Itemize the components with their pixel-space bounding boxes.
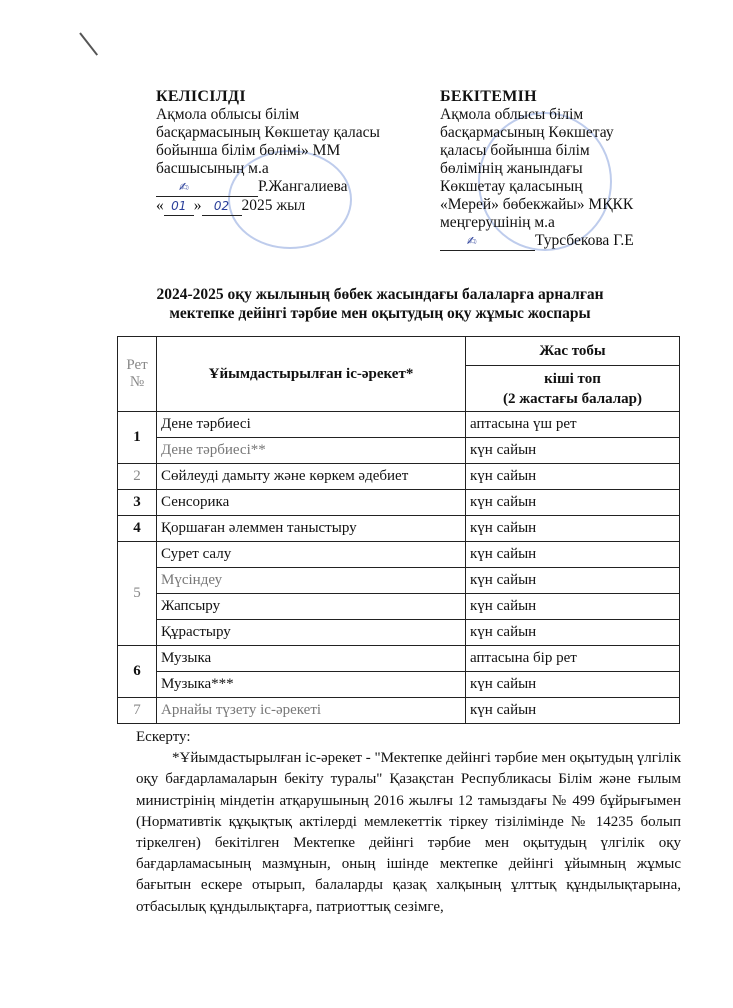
table-row: [118, 646, 680, 672]
row-frequency: аптасына үш рет: [466, 412, 680, 438]
row-number: 6: [118, 646, 157, 698]
row-activity: Қоршаған әлеммен таныстыру: [157, 516, 466, 542]
document-title: [80, 285, 680, 323]
row-activity: Дене тәрбиесі**: [157, 438, 466, 464]
row-number: 4: [118, 516, 157, 542]
approved-signature-line: [440, 232, 700, 251]
row-activity: Музыка: [157, 646, 466, 672]
approved-heading: БЕКІТЕМІН: [440, 88, 537, 105]
table-row: [118, 594, 680, 620]
row-frequency: күн сайын: [466, 542, 680, 568]
row-activity: Жапсыру: [157, 594, 466, 620]
row-activity: Арнайы түзету іс-әрекеті: [157, 698, 466, 724]
row-frequency: күн сайын: [466, 464, 680, 490]
approved-line: қаласы бойынша білім: [440, 142, 590, 159]
row-number: 1: [118, 412, 157, 464]
row-activity: Мүсіндеу: [157, 568, 466, 594]
approved-line: бөлімінің жанындағы: [440, 160, 583, 177]
table-row: [118, 542, 680, 568]
row-frequency: күн сайын: [466, 698, 680, 724]
row-frequency: күн сайын: [466, 568, 680, 594]
row-activity: Музыка***: [157, 672, 466, 698]
approved-line: Ақмола облысы білім: [440, 106, 584, 123]
approved-signer-name: Турсбекова Г.Е: [535, 232, 634, 249]
agreed-line: басқармасының Көкшетау қаласы: [156, 124, 380, 141]
header-age-group: Жас тобы: [466, 337, 680, 366]
signature-mark: ✍: [440, 234, 477, 248]
row-frequency: күн сайын: [466, 672, 680, 698]
row-number: 7: [118, 698, 157, 724]
approved-line: Көкшетау қаласының: [440, 178, 583, 195]
table-row: [118, 698, 680, 724]
header-activity: Ұйымдастырылған іс-әрекет*: [157, 337, 466, 412]
approved-block: [440, 88, 700, 251]
agreed-line: басшысының м.а: [156, 160, 269, 177]
curriculum-table: [117, 336, 680, 724]
row-frequency: күн сайын: [466, 438, 680, 464]
agreed-heading: КЕЛІСІЛДІ: [156, 88, 246, 105]
row-activity: Дене тәрбиесі: [157, 412, 466, 438]
table-row: [118, 568, 680, 594]
header-group-name: кіші топ: [544, 370, 601, 387]
agreed-line: бойынша білім бөлімі» ММ: [156, 142, 341, 159]
table-row: [118, 438, 680, 464]
row-frequency: күн сайын: [466, 594, 680, 620]
table-row: [118, 620, 680, 646]
row-frequency: күн сайын: [466, 620, 680, 646]
agreed-line: Ақмола облысы білім: [156, 106, 300, 123]
agreed-date-year: 2025 жыл: [241, 197, 306, 214]
header-group: [466, 366, 680, 412]
scan-mark: [79, 32, 98, 55]
approved-line: басқармасының Көкшетау: [440, 124, 614, 141]
row-number: 3: [118, 490, 157, 516]
agreed-block: [156, 88, 426, 216]
row-activity: Сенсорика: [157, 490, 466, 516]
row-frequency: аптасына бір рет: [466, 646, 680, 672]
signature-mark: ✍: [156, 180, 189, 194]
agreed-signer-name: Р.Жангалиева: [258, 178, 348, 195]
table-row: [118, 464, 680, 490]
row-activity: Сурет салу: [157, 542, 466, 568]
row-frequency: күн сайын: [466, 490, 680, 516]
row-number: 5: [118, 542, 157, 646]
row-activity: Сөйлеуді дамыту және көркем әдебиет: [157, 464, 466, 490]
header-group-age: (2 жастағы балалар): [502, 390, 643, 407]
document-title-line: мектепке дейінгі тәрбие мен оқытудың оқу жұмыс жоспары: [169, 305, 591, 322]
document-title-line: 2024-2025 оқу жылының бөбек жасындағы балаларға арналған: [156, 286, 604, 303]
approved-line: меңгерушінің м.а: [440, 214, 555, 231]
row-activity: Құрастыру: [157, 620, 466, 646]
table-row: [118, 412, 680, 438]
table-row: [118, 490, 680, 516]
header-row-number: Рет №: [118, 337, 157, 412]
notes-label: Ескерту:: [136, 729, 191, 745]
agreed-date: « 01 » 02 2025 жыл: [156, 197, 306, 214]
agreed-date-month: 02: [202, 197, 242, 216]
notes-text: *Ұйымдастырылған іс-әрекет - "Мектепке дейінгі тәрбие мен оқытудың үлгілік оқу бағдарламаларын бекіту туралы" Қазақстан Республикасы Білім және ғылым министрінің міндетін атқарушының 2016 жылғы 12 тамыздағы № 499 бұйрығымен (Нормативтік құқықтық актілерді мемлекеттік тіркеу тізілімінде № 14235 болып тіркелген) бекітілген Мектепке дейінгі тәрбие мен оқытудың үлгілік оқу бағдарламасының мазмұнын, оның ішінде мектепке дейінгі ұйымның жұмыс бағытын ескере отырып, балаларды қазақ халқының ұлттық құндылықтарына, отбасылық құндылықтарға, патриоттық сезімге,: [136, 750, 681, 915]
notes-section: [136, 727, 681, 918]
table-row: [118, 672, 680, 698]
row-number: 2: [118, 464, 157, 490]
table-row: [118, 516, 680, 542]
agreed-signature-line: [156, 178, 426, 197]
agreed-date-day: 01: [164, 197, 194, 216]
approved-line: «Мерей» бөбекжайы» МҚКК: [440, 196, 634, 213]
row-frequency: күн сайын: [466, 516, 680, 542]
